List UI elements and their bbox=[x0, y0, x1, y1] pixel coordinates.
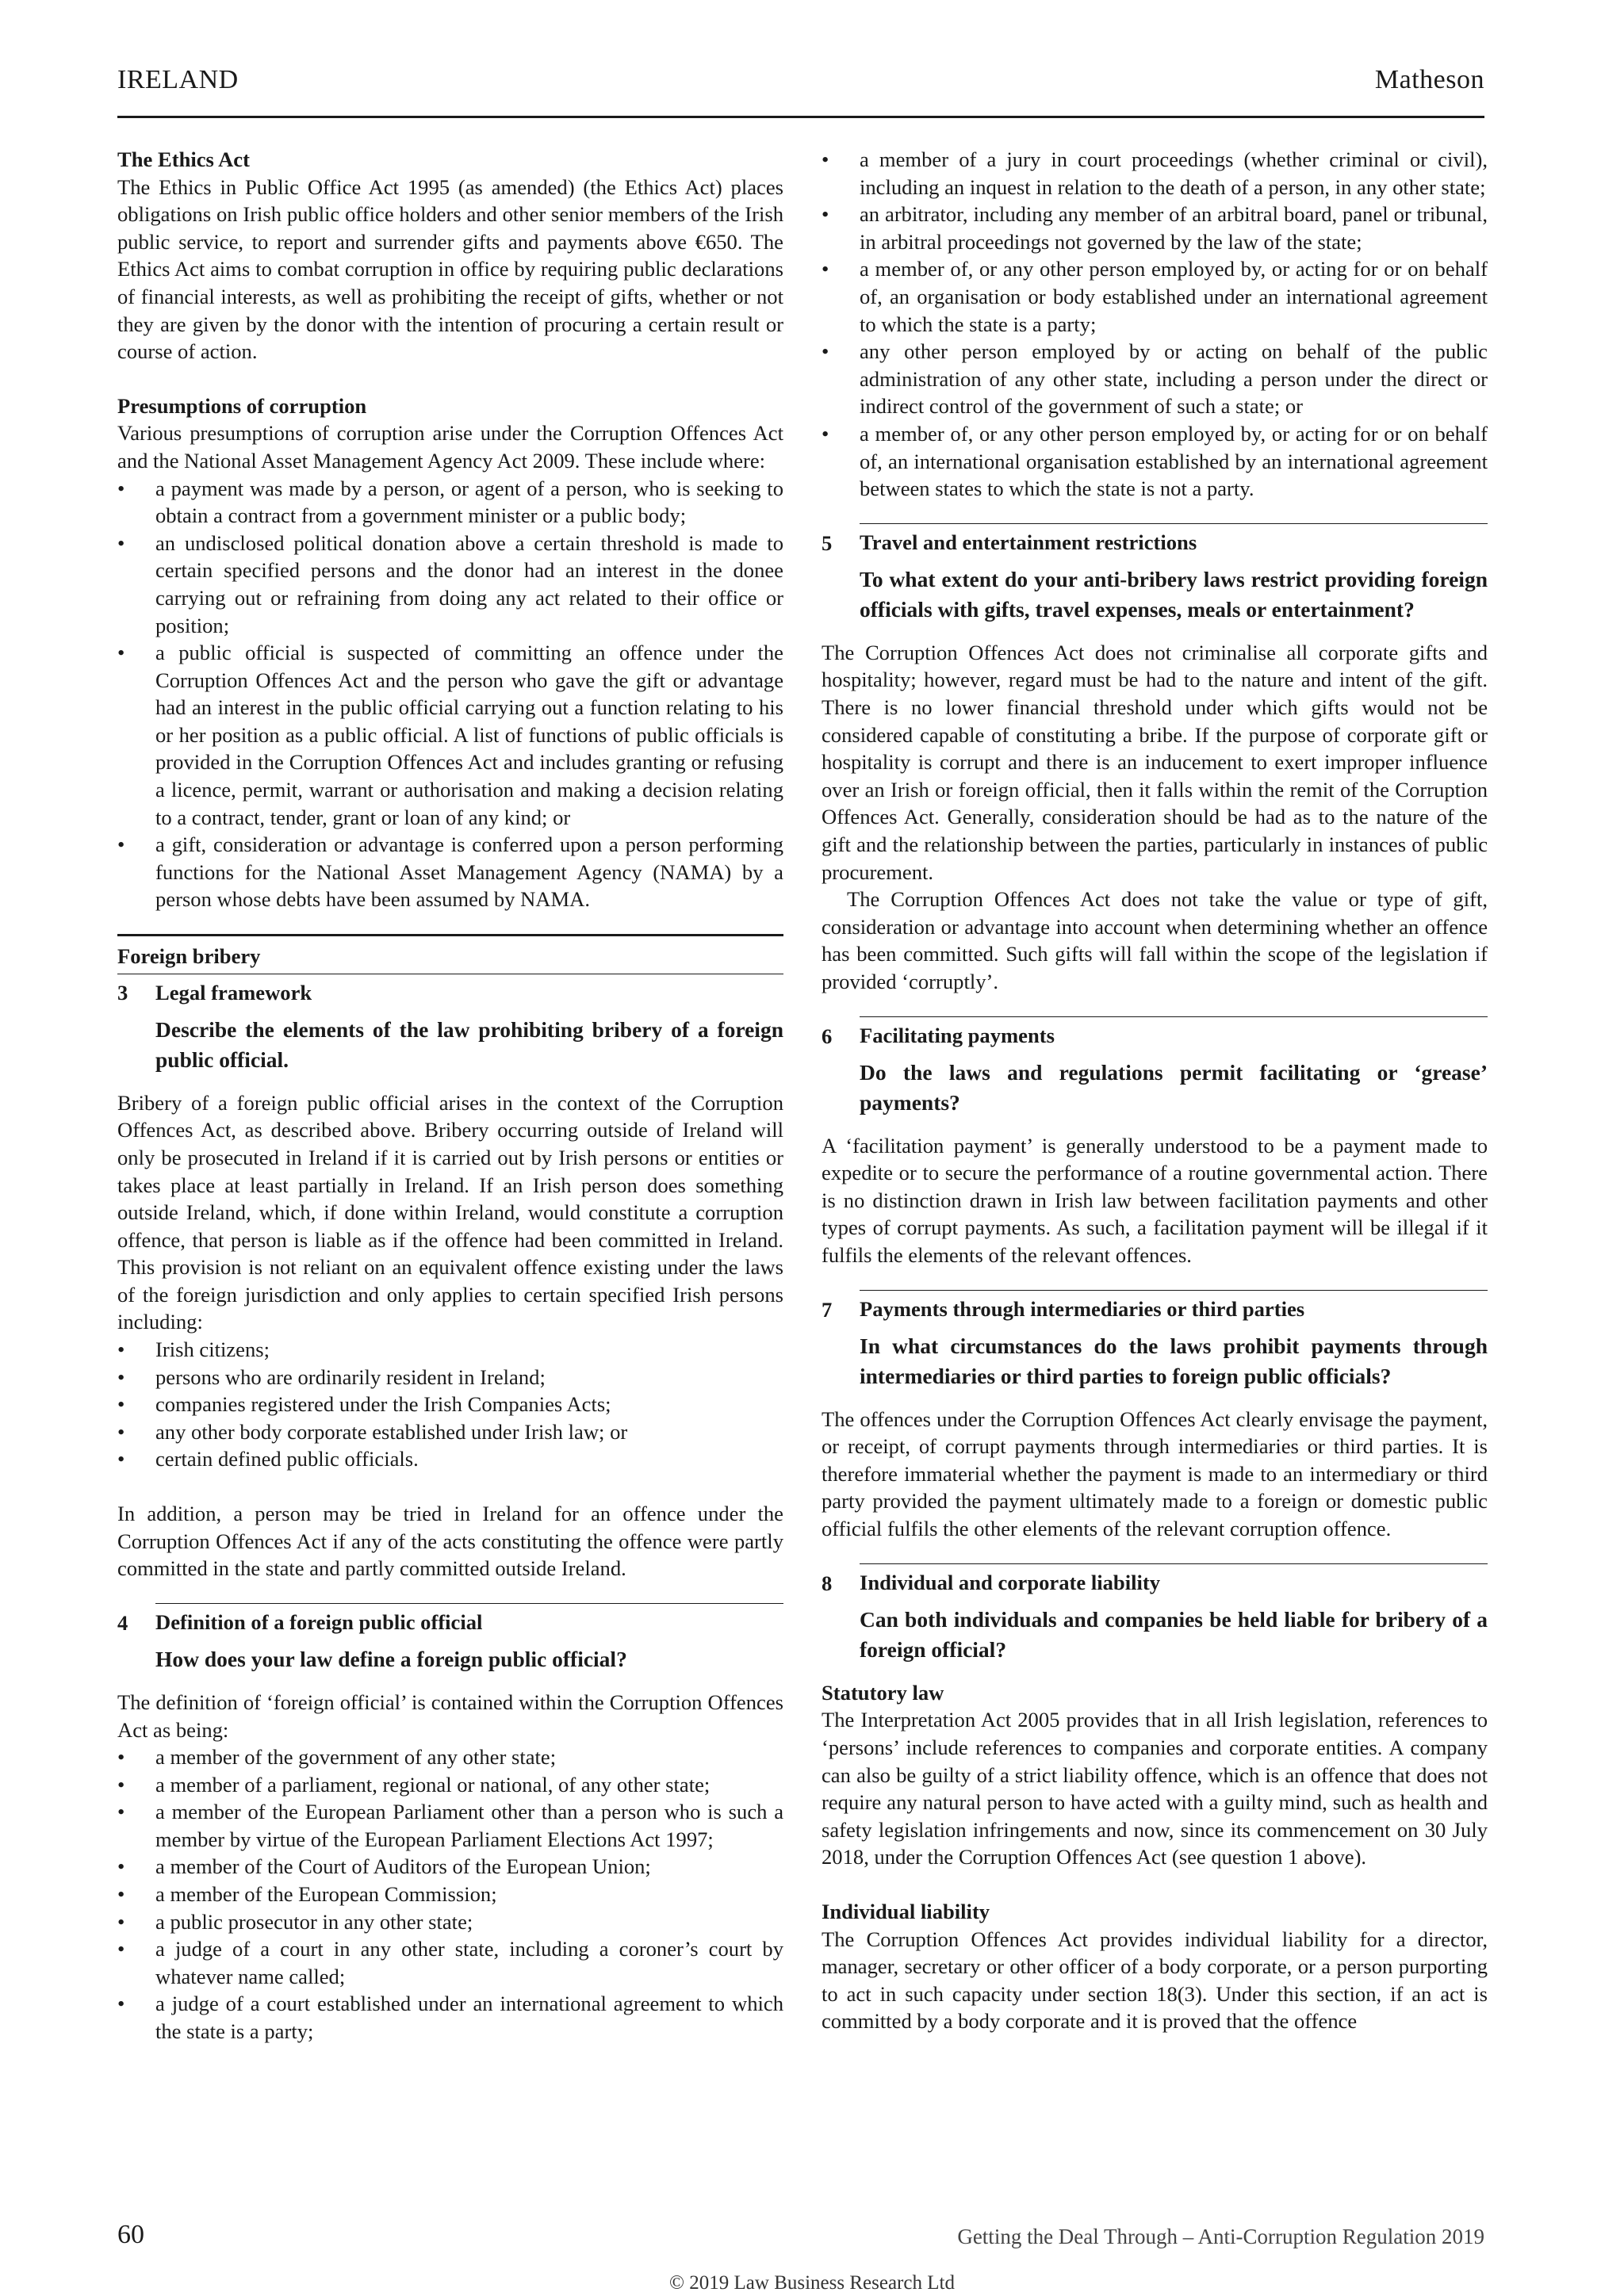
question-number: 5 bbox=[822, 530, 833, 555]
question-text: To what extent do your anti-bribery laws restrict providing foreign officials with gifts, travel expenses, meals or entertainment? bbox=[860, 566, 1488, 622]
list-item: • any other body corporate established under Irish law; or bbox=[117, 1418, 783, 1446]
question-title: Definition of a foreign public official bbox=[155, 1610, 483, 1635]
list-item: • a member of the Court of Auditors of the European Union; bbox=[117, 1853, 783, 1881]
publication-title: Getting the Deal Through – Anti-Corruption Regulation 2019 bbox=[957, 2225, 1484, 2248]
question-5 bbox=[822, 523, 1488, 996]
question-rule bbox=[860, 1016, 1488, 1018]
question-title: Travel and entertainment restrictions bbox=[860, 530, 1197, 555]
list-item: • a member of a jury in court proceedings (whether criminal or civil), including an inquest in relation to the death of a person, in any other state; bbox=[822, 146, 1488, 201]
list-item: • a member of, or any other person employed by, or acting for or on behalf of, an international organisation established by an international agreement between states to which the state is not a party. bbox=[822, 420, 1488, 503]
header-rule bbox=[117, 116, 1484, 118]
list-item: • a member of the government of any other state; bbox=[117, 1743, 783, 1771]
question-text: In what circumstances do the laws prohibit payments through intermediaries or third parties to foreign public officials? bbox=[860, 1333, 1488, 1388]
question-number: 3 bbox=[117, 981, 128, 1005]
presumptions-heading: Presumptions of corruption bbox=[117, 393, 367, 418]
list-item: • a payment was made by a person, or agent of a person, who is seeking to obtain a contract from a government minister or a public body; bbox=[117, 475, 783, 530]
list-item: • a public official is suspected of committing an offence under the Corruption Offences Act and the person who gave the gift or advantage had an interest in the public official carrying out a function relating to his or her position as a public official. A list of functions of public officials is provided in the Corruption Offences Act and includes granting or refusing a licence, permit, warrant or authorisation and making a decision relating to a contract, tender, grant or loan of any kind; or bbox=[117, 639, 783, 831]
section-subrule bbox=[117, 974, 783, 975]
question-rule bbox=[860, 1290, 1488, 1292]
ethics-act-heading: The Ethics Act bbox=[117, 147, 250, 171]
question-title: Facilitating payments bbox=[860, 1024, 1055, 1048]
question-text: Do the laws and regulations permit facilitating or ‘grease’ payments? bbox=[860, 1059, 1488, 1115]
copyright-notice: © 2019 Law Business Research Ltd bbox=[669, 2272, 955, 2294]
question-rule bbox=[860, 523, 1488, 525]
question-rule bbox=[155, 1603, 783, 1605]
answer-paragraph: The definition of ‘foreign official’ is contained within the Corruption Offences Act as being: bbox=[117, 1689, 783, 1742]
irish-persons-list bbox=[117, 1336, 783, 1473]
list-item: • certain defined public officials. bbox=[117, 1445, 783, 1473]
question-number: 4 bbox=[117, 1610, 128, 1635]
list-item: • a member of a parliament, regional or national, of any other state; bbox=[117, 1771, 783, 1799]
individual-liability-heading: Individual liability bbox=[822, 1899, 990, 1923]
list-item: • persons who are ordinarily resident in Ireland; bbox=[117, 1364, 783, 1391]
answer-paragraph: The Interpretation Act 2005 provides that in all Irish legislation, references to ‘persons’ include references to companies and corporate entities. A company can also be guilty of a strict liability offence, which is an offence that does not require any natural person to have acted with a guilty mind, such as health and safety legislation infringements and now, since its commencement on 30 July 2018, under the Corruption Offences Act (see question 1 above). bbox=[822, 1708, 1488, 1869]
question-6 bbox=[822, 1016, 1488, 1269]
answer-paragraph: The Corruption Offences Act does not criminalise all corporate gifts and hospitality; however, regard must be had to the nature and intent of the gift. There is no lower financial threshold under which gifts would not be considered capable of constituting a bribe. If the purpose of corporate gift or hospitality is corrupt and there is an inducement to exert improper influence over an Irish or foreign official, then it falls within the remit of the Corruption Offences Act. Generally, consideration should be had as to the nature of the gift and the relationship between the parties, particularly in instances of public procurement. bbox=[822, 640, 1488, 884]
header-country: IRELAND bbox=[117, 65, 239, 94]
question-8 bbox=[822, 1563, 1488, 2035]
question-text: Describe the elements of the law prohibiting bribery of a foreign public official. bbox=[155, 1016, 783, 1072]
question-rule bbox=[860, 1563, 1488, 1565]
question-title: Legal framework bbox=[155, 981, 312, 1005]
list-item: • an undisclosed political donation above a certain threshold is made to certain specified persons and the donor had an interest in the donee carrying out or refraining from doing any act related to their office or position; bbox=[117, 530, 783, 639]
list-item: • Irish citizens; bbox=[117, 1336, 783, 1364]
header-firm: Matheson bbox=[1374, 65, 1484, 94]
list-item: • a judge of a court in any other state, including a coroner’s court by whatever name called; bbox=[117, 1935, 783, 1990]
left-column bbox=[117, 146, 783, 2045]
list-item: • a gift, consideration or advantage is conferred upon a person performing functions for the National Asset Management Agency (NAMA) by a person whose debts have been assumed by NAMA. bbox=[117, 831, 783, 913]
answer-paragraph: The offences under the Corruption Offences Act clearly envisage the payment, or receipt, of corrupt payments through intermediaries or third parties. It is therefore immaterial whether the payment is made to an intermediary or third party provided the payment ultimately made to a foreign or domestic public official fulfils the other elements of the relevant corruption offence. bbox=[822, 1406, 1488, 1541]
section-rule bbox=[117, 934, 783, 936]
ethics-act-paragraph: The Ethics in Public Office Act 1995 (as amended) (the Ethics Act) places obligations on Irish public office holders and other senior members of the Irish public service, to report and surrender gifts and payments above €650. The Ethics Act aims to combat corruption in office by requiring public declarations of financial interests, as well as prohibiting the receipt of gifts, whether or not they are given by the donor with the intention of procuring a certain result or course of action. bbox=[117, 174, 783, 364]
foreign-official-list bbox=[117, 1743, 783, 2045]
answer-paragraph: In addition, a person may be tried in Ireland for an offence under the Corruption Offences Act if any of the acts constituting the offence were partly committed in the state and partly committed outside Ireland. bbox=[117, 1502, 783, 1581]
question-text: Can both individuals and companies be held liable for bribery of a foreign official? bbox=[860, 1606, 1488, 1662]
presumptions-list bbox=[117, 475, 783, 914]
list-item: • a public prosecutor in any other state; bbox=[117, 1908, 783, 1936]
list-item: • any other person employed by or acting on behalf of the public administration of any other state, including a person under the direct or indirect control of the government of such a state; or bbox=[822, 338, 1488, 420]
answer-paragraph: Bribery of a foreign public official arises in the context of the Corruption Offences Act, as described above. Bribery occurring outside of Ireland will only be prosecuted in Ireland if it is carried out by Irish persons or entities or takes place at least partially in Ireland. If an Irish person does something outside Ireland, which, if done within Ireland, would constitute a corruption offence, that person is liable as if the offence had been committed in Ireland. This provision is not reliant on an equivalent offence existing under the laws of the foreign jurisdiction and only applies to certain specified Irish persons including: bbox=[117, 1090, 783, 1334]
list-item: • a member of the European Commission; bbox=[117, 1881, 783, 1908]
answer-paragraph: The Corruption Offences Act provides individual liability for a director, manager, secretary or other officer of a body corporate, or a person purporting to act in such capacity under section 18(3). Under this section, if an act is committed by a body corporate and it is proved that the offence bbox=[822, 1927, 1488, 2034]
page-number: 60 bbox=[117, 2220, 144, 2249]
list-item: • companies registered under the Irish Companies Acts; bbox=[117, 1391, 783, 1418]
list-item: • a member of the European Parliament other than a person who is such a member by virtue of the European Parliament Elections Act 1997; bbox=[117, 1798, 783, 1853]
foreign-bribery-heading: Foreign bribery bbox=[117, 944, 261, 969]
answer-paragraph: The Corruption Offences Act does not take the value or type of gift, consideration or advantage into account when determining whether an offence has been committed. Such gifts will fall within the scope of the legislation if provided ‘corruptly’. bbox=[822, 887, 1488, 993]
question-4 bbox=[117, 1603, 783, 2045]
answer-paragraph: A ‘facilitation payment’ is generally understood to be a payment made to expedite or to secure the performance of a routine governmental action. There is no distinction drawn in Irish law between facilitation payments and other types of corrupt payments. As such, a facilitation payment will be illegal if it fulfils the elements of the relevant offences. bbox=[822, 1133, 1488, 1267]
question-number: 7 bbox=[822, 1297, 833, 1322]
list-item: • an arbitrator, including any member of an arbitral board, panel or tribunal, in arbitral proceedings not governed by the law of the state; bbox=[822, 201, 1488, 255]
foreign-official-list-continued bbox=[822, 146, 1488, 503]
question-title: Individual and corporate liability bbox=[860, 1571, 1161, 1595]
question-3 bbox=[117, 979, 783, 1582]
question-number: 8 bbox=[822, 1571, 833, 1595]
right-column bbox=[822, 146, 1488, 2035]
statutory-law-heading: Statutory law bbox=[822, 1680, 944, 1705]
question-title: Payments through intermediaries or third parties bbox=[860, 1297, 1305, 1322]
list-item: • a judge of a court established under an international agreement to which the state is a party; bbox=[117, 1990, 783, 2045]
list-item: • a member of, or any other person employed by, or acting for or on behalf of, an organisation or body established under an international agreement to which the state is a party; bbox=[822, 255, 1488, 338]
question-text: How does your law define a foreign public official? bbox=[155, 1646, 627, 1671]
question-number: 6 bbox=[822, 1024, 833, 1048]
question-7 bbox=[822, 1290, 1488, 1543]
presumptions-paragraph: Various presumptions of corruption arise under the Corruption Offences Act and the National Asset Management Agency Act 2009. These include where: bbox=[117, 421, 783, 473]
